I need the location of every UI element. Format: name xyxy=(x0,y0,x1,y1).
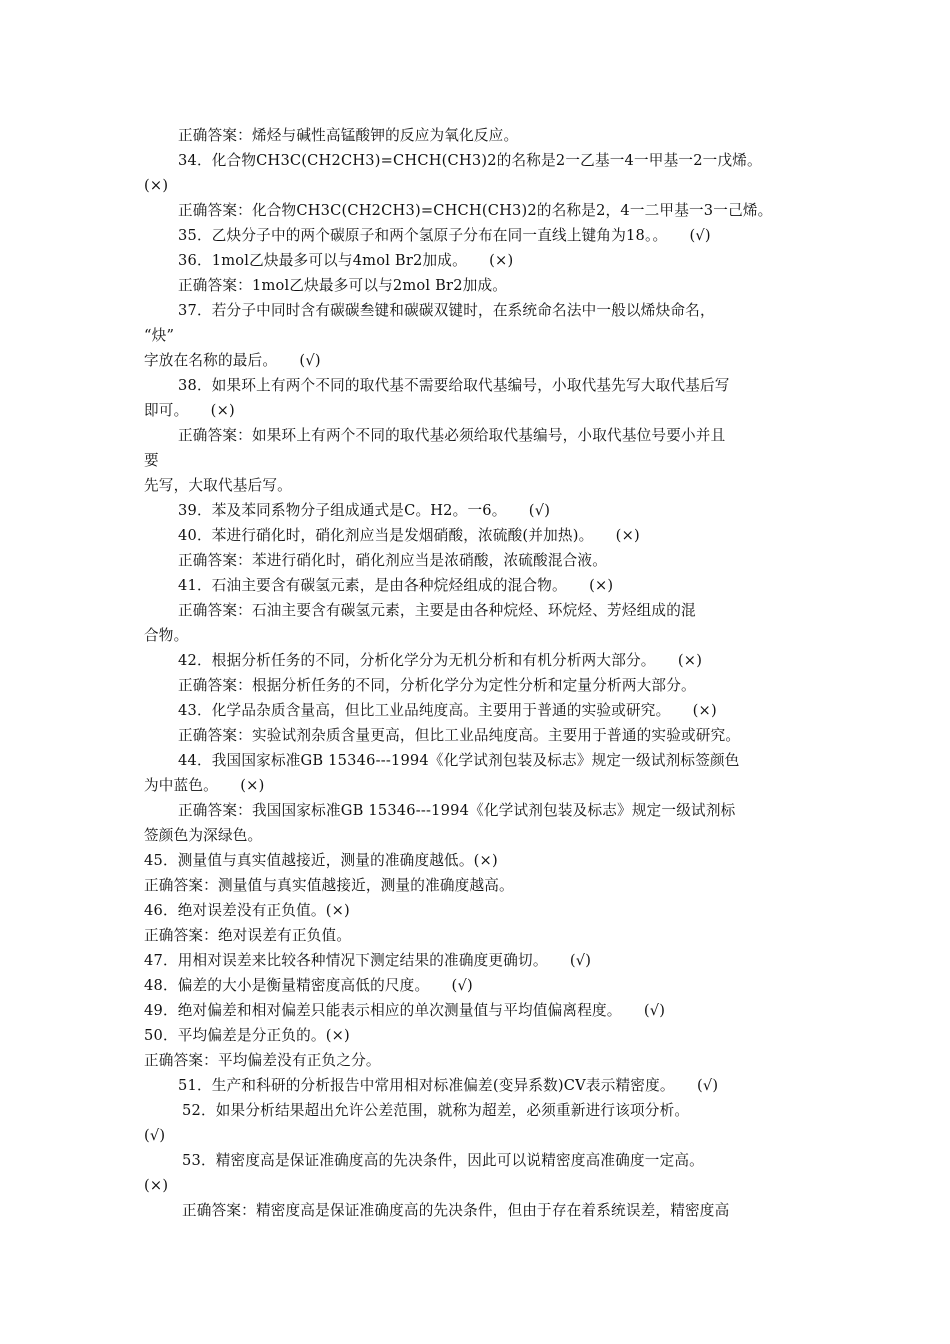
answer-line: 正确答案：化合物CH3C(CH2CH3)=CHCH(CH3)2的名称是2，4一二甲基一3一己烯。 xyxy=(178,202,773,219)
answer-line: 正确答案：石油主要含有碳氢元素，主要是由各种烷烃、环烷烃、芳烃组成的混 xyxy=(178,602,696,619)
question-line-38: 38．如果环上有两个不同的取代基不需要给取代基编号，小取代基先写大取代基后写 xyxy=(178,377,730,394)
question-line-47: 47．用相对误差来比较各种情况下测定结果的准确度更确切。 (√) xyxy=(144,952,592,969)
question-line-37: 37．若分子中同时含有碳碳叁键和碳碳双键时，在系统命名法中一般以烯炔命名， xyxy=(178,302,715,319)
question-line-53: 53．精密度高是保证准确度高的先决条件，因此可以说精密度高准确度一定高。 xyxy=(182,1152,704,1169)
question-line-35: 35．乙炔分子中的两个碳原子和两个氢原子分布在同一直线上键角为18。。 (√) xyxy=(178,227,711,244)
question-line-36: 36．1mol乙炔最多可以与4mol Br2加成。 (×) xyxy=(178,252,514,269)
question-line-42: 42．根据分析任务的不同，分析化学分为无机分析和有机分析两大部分。 (×) xyxy=(178,652,703,669)
answer-line: 正确答案：精密度高是保证准确度高的先决条件，但由于存在着系统误差，精密度高 xyxy=(182,1202,730,1219)
answer-continuation: 合物。 xyxy=(144,627,189,644)
question-line-40: 40．苯进行硝化时，硝化剂应当是发烟硝酸，浓硫酸(并加热)。 (×) xyxy=(178,527,640,544)
question-mark-53: (×) xyxy=(144,1177,169,1194)
question-line-51: 51．生产和科研的分析报告中常用相对标准偏差(变异系数)CV表示精密度。 (√) xyxy=(178,1077,719,1094)
answer-continuation: 先写，大取代基后写。 xyxy=(144,477,292,494)
question-continuation: 为中蓝色。 (×) xyxy=(144,777,265,794)
answer-line: 正确答案：绝对误差有正负值。 xyxy=(144,927,352,944)
question-line-41: 41．石油主要含有碳氢元素，是由各种烷烃组成的混合物。 (×) xyxy=(178,577,614,594)
answer-continuation: 要 xyxy=(144,452,159,469)
answer-line: 正确答案：根据分析任务的不同，分析化学分为定性分析和定量分析两大部分。 xyxy=(178,677,696,694)
question-mark-52: (√) xyxy=(144,1127,166,1144)
question-line-50: 50．平均偏差是分正负的。(×) xyxy=(144,1027,350,1044)
answer-line: 正确答案：苯进行硝化时，硝化剂应当是浓硝酸，浓硫酸混合液。 xyxy=(178,552,608,569)
question-line-43: 43．化学品杂质含量高，但比工业品纯度高。主要用于普通的实验或研究。 (×) xyxy=(178,702,717,719)
question-mark-34: (×) xyxy=(144,177,169,194)
question-continuation: “炔” xyxy=(144,327,175,344)
answer-continuation: 签颜色为深绿色。 xyxy=(144,827,263,844)
answer-line: 正确答案：测量值与真实值越接近，测量的准确度越高。 xyxy=(144,877,514,894)
answer-line: 正确答案：1mol乙炔最多可以与2mol Br2加成。 xyxy=(178,277,508,294)
answer-line: 正确答案：平均偏差没有正负之分。 xyxy=(144,1052,381,1069)
question-continuation: 即可。 (×) xyxy=(144,402,235,419)
answer-line: 正确答案：我国国家标准GB 15346---1994《化学试剂包装及标志》规定一级试剂标 xyxy=(178,802,736,819)
question-line-49: 49．绝对偏差和相对偏差只能表示相应的单次测量值与平均值偏离程度。 (√) xyxy=(144,1002,666,1019)
question-line-34: 34．化合物CH3C(CH2CH3)=CHCH(CH3)2的名称是2一乙基一4一甲基一2一戊烯。 xyxy=(178,152,762,169)
question-line-44: 44．我国国家标准GB 15346---1994《化学试剂包装及标志》规定一级试剂标签颜色 xyxy=(178,752,740,769)
answer-line: 正确答案：实验试剂杂质含量更高，但比工业品纯度高。主要用于普通的实验或研究。 xyxy=(178,727,741,744)
question-line-48: 48．偏差的大小是衡量精密度高低的尺度。 (√) xyxy=(144,977,473,994)
answer-line: 正确答案：如果环上有两个不同的取代基必须给取代基编号，小取代基位号要小并且 xyxy=(178,427,726,444)
question-continuation: 字放在名称的最后。 (√) xyxy=(144,352,321,369)
question-line-46: 46．绝对误差没有正负值。(×) xyxy=(144,902,350,919)
answer-line: 正确答案：烯烃与碱性高锰酸钾的反应为氧化反应。 xyxy=(178,127,519,144)
question-line-52: 52．如果分析结果超出允许公差范围，就称为超差，必须重新进行该项分析。 xyxy=(182,1102,690,1119)
question-line-45: 45．测量值与真实值越接近，测量的准确度越低。(×) xyxy=(144,852,498,869)
question-line-39: 39．苯及苯同系物分子组成通式是C。H2。一6。 (√) xyxy=(178,502,551,519)
